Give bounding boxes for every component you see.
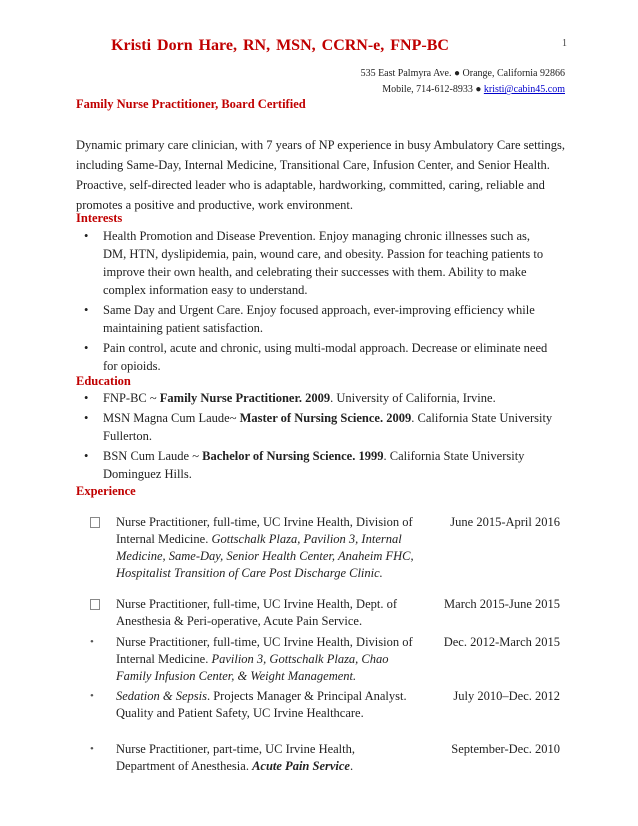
- list-item: • Pain control, acute and chronic, using multi-modal approach. Decrease or eliminate need for opioids.: [84, 341, 548, 373]
- bullet-icon: •: [90, 690, 94, 702]
- degree-name: Family Nurse Practitioner. 2009: [159, 391, 331, 405]
- degree-prefix: MSN Magna Cum Laude~: [103, 411, 240, 425]
- list-item: • Same Day and Urgent Care. Enjoy focused approach, ever-improving efficiency while maintaining patient satisfaction.: [84, 303, 535, 335]
- experience-date: June 2015-April 2016: [450, 515, 560, 529]
- role-text: Nurse Practitioner, full-time, UC Irvine Health, Dept. of Anesthesia & Peri-operative, Acute Pain Service.: [116, 597, 398, 628]
- list-item: • FNP-BC ~ Family Nurse Practitioner. 2009. University of California, Irvine.: [84, 391, 496, 405]
- degree-school: . California State University Fullerton.: [103, 411, 553, 443]
- role-detail: Gottschalk Plaza, Pavilion 3, Internal Medicine, Same-Day, Senior Health Center, Anaheim FHC, Hospitalist Transition of Care Post Discharge Clinic.: [116, 532, 414, 580]
- experience-description: [116, 634, 416, 685]
- experience-description: [116, 514, 416, 582]
- address-line: 535 East Palmyra Ave. ● Orange, California 92866: [360, 68, 565, 79]
- role-text: Nurse Practitioner, part-time, UC Irvine Health, Department of Anesthesia.: [116, 742, 356, 773]
- experience-date: September-Dec. 2010: [451, 742, 560, 756]
- experience-date: March 2015-June 2015: [444, 597, 560, 611]
- role-text: . Projects Manager & Principal Analyst. Quality and Patient Safety, UC Irvine Healthcare.: [116, 689, 407, 720]
- page-number: 1: [562, 38, 567, 49]
- role-detail: Sedation & Sepsis: [116, 689, 207, 703]
- checkbox-icon: [90, 514, 104, 534]
- education-heading: Education: [76, 374, 131, 388]
- checkbox-icon: [90, 596, 104, 616]
- phone-email-line: [361, 82, 565, 98]
- experience-description: [116, 596, 416, 630]
- bullet-icon: •: [90, 743, 94, 755]
- list-item: • Health Promotion and Disease Prevention. Enjoy managing chronic illnesses such as, DM, HTN, dyslipidemia, pain, wound care, and obesity. Passion for teaching patients to improve their own health, and celebrating their successes with them. Ability to make complex information easy to understand.: [84, 229, 544, 297]
- interests-heading: Interests: [76, 211, 123, 225]
- interest-text: Pain control, acute and chronic, using multi-modal approach. Decrease or eliminate need for opioids.: [103, 341, 548, 373]
- list-item: • MSN Magna Cum Laude~ Master of Nursing Science. 2009. California State University Fullerton.: [84, 411, 553, 443]
- degree-school: . University of California, Irvine.: [330, 391, 496, 405]
- bullet-icon: •: [90, 636, 94, 648]
- experience-date: July 2010–Dec. 2012: [453, 689, 560, 703]
- experience-heading: Experience: [76, 484, 136, 498]
- degree-prefix: BSN Cum Laude ~: [103, 449, 203, 463]
- degree-prefix: FNP-BC ~: [103, 391, 160, 405]
- interests-list: [76, 227, 556, 377]
- contact-block: [361, 66, 565, 98]
- degree-school: . California State University Dominguez Hills.: [103, 449, 525, 481]
- role-tail: .: [349, 759, 354, 773]
- experience-description: [116, 741, 416, 775]
- education-list: [76, 389, 556, 485]
- experience-description: [116, 688, 416, 722]
- professional-title: Family Nurse Practitioner, Board Certified: [76, 97, 306, 111]
- resume-name: Kristi Dorn Hare, RN, MSN, CCRN-e, FNP-BC: [111, 37, 449, 54]
- degree-name: Master of Nursing Science. 2009: [239, 411, 412, 425]
- interest-text: Same Day and Urgent Care. Enjoy focused approach, ever-improving efficiency while maintaining patient satisfaction.: [103, 303, 535, 335]
- summary-paragraph: Dynamic primary care clinician, with 7 years of NP experience in busy Ambulatory Care settings, including Same-Day, Internal Medicine, Transitional Care, Infusion Center, and Senior Health. Proactive, self-directed leader who is adaptable, hardworking, committed, caring, reliable and promotes a positive and productive, work environment.: [76, 138, 565, 212]
- degree-name: Bachelor of Nursing Science. 1999: [202, 449, 384, 463]
- list-item: • BSN Cum Laude ~ Bachelor of Nursing Science. 1999. California State University Dominguez Hills.: [84, 449, 525, 481]
- email-link[interactable]: kristi@cabin45.com: [483, 84, 565, 95]
- interest-text: Health Promotion and Disease Prevention. Enjoy managing chronic illnesses such as, DM, HTN, dyslipidemia, pain, wound care, and obesity. Passion for teaching patients to improve their own health, and celebrating their successes with them. Ability to make complex information easy to understand.: [103, 229, 544, 297]
- role-text: Nurse Practitioner, full-time, UC Irvine Health, Division of Internal Medicine.: [116, 635, 413, 666]
- role-text: Nurse Practitioner, full-time, UC Irvine Health, Division of Internal Medicine.: [116, 515, 413, 546]
- experience-date: Dec. 2012-March 2015: [443, 635, 560, 649]
- role-detail: Acute Pain Service: [252, 759, 350, 773]
- phone-text: Mobile, 714-612-8933 ●: [382, 84, 484, 95]
- role-detail: Pavilion 3, Gottschalk Plaza, Chao Family Infusion Center, & Weight Management.: [116, 652, 389, 683]
